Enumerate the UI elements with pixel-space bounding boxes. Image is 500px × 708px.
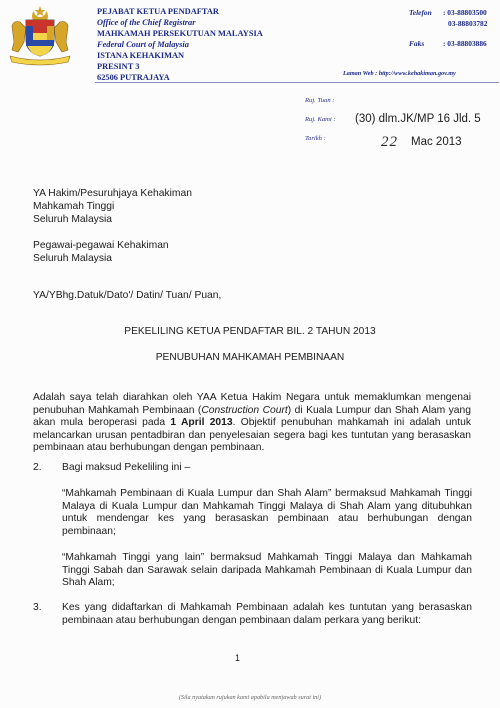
telefon-label: Telefon [409, 8, 432, 17]
paragraph-1-emphasis: Construction Court [201, 404, 288, 416]
paragraph-3-number: 3. [33, 602, 42, 613]
ruj-tuan-label: Ruj. Tuan : [305, 97, 335, 104]
recipient-line-1: YA Hakim/Pesuruhjaya Kehakiman [33, 188, 192, 199]
paragraph-1-text-b: ) di Kuala Lumpur dan Shah Alam yang akan mula beroperasi pada [33, 404, 471, 429]
address-line-1: ISTANA KEHAKIMAN [97, 51, 185, 60]
footer-note: (Sila nyatakan rujukan kami apabila menjawab surat ini) [178, 694, 322, 701]
tarikh-value: Mac 2013 [411, 136, 462, 148]
circular-title: PEKELILING KETUA PENDAFTAR BIL. 2 TAHUN 2013 [124, 326, 376, 337]
paragraph-2-number: 2. [33, 462, 42, 473]
definition-1: “Mahkamah Pembinaan di Kuala Lumpur dan Shah Alam” bermaksud Mahkamah Tinggi Malaya di Kuala Lumpur dan Mahkamah Tinggi Malaya di Shah Alam yang ditubuhkan untuk mendengar kes yang berasaskan pembinaan atau berhubungan dengan pembinaan; [62, 488, 472, 537]
recipient-line-3: Seluruh Malaysia [33, 214, 112, 225]
paragraph-1-text-c: . Objektif penubuhan mahkamah ini adalah untuk melancarkan urusan pentadbiran dan penyelesaian segera bagi kes tuntutan yang berasaskan pembinaan atau berhubungan dengan pembinaan. [33, 417, 471, 454]
definition-2: “Mahkamah Tinggi yang lain” bermaksud Mahkamah Tinggi Malaya dan Mahkamah Tinggi Sabah dan Sarawak selain daripada Mahkamah Pembinaan di Kuala Lumpur dan Shah Alam; [62, 552, 472, 589]
recipient-line-4: Pegawai-pegawai Kehakiman [33, 240, 169, 251]
court-name-english: Federal Court of Malaysia [97, 40, 189, 49]
paragraph-3-text: Kes yang didaftarkan di Mahkamah Pembinaan adalah kes tuntutan yang berasaskan pembinaan atau berhubungan dengan pembinaan dalam perkara yang berikut: [62, 602, 472, 626]
recipient-line-2: Mahkamah Tinggi [33, 201, 115, 212]
faks-number: : 03-88803886 [443, 39, 487, 48]
recipient-line-5: Seluruh Malaysia [33, 253, 112, 264]
letterhead-divider [95, 82, 499, 83]
ruj-kami-label: Ruj. Kami : [305, 116, 336, 123]
court-name: MAHKAMAH PERSEKUTUAN MALAYSIA [97, 29, 263, 38]
ruj-kami-value: (30) dlm.JK/MP 16 Jld. 5 [355, 113, 481, 125]
office-name: PEJABAT KETUA PENDAFTAR [97, 7, 219, 16]
paragraph-2-text: Bagi maksud Pekeliling ini – [62, 462, 191, 473]
salutation: YA/YBhg.Datuk/Dato'/ Datin/ Tuan/ Puan, [33, 290, 222, 301]
address-line-3: 62506 PUTRAJAYA [97, 73, 170, 82]
faks-label: Faks [409, 39, 425, 48]
telefon-number-1: : 03-88803500 [443, 8, 487, 17]
telefon-number-2: 03-88803782 [448, 19, 488, 28]
page-number: 1 [235, 653, 241, 663]
paragraph-1-date: 1 April 2013 [170, 417, 233, 429]
malaysia-coat-of-arms-icon [4, 4, 76, 66]
paragraph-1-text-a: Adalah saya telah diarahkan oleh YAA Ketua Hakim Negara untuk memaklumkan mengenai penubuhan Mahkamah Pembinaan ( [33, 392, 471, 416]
paragraph-1 [33, 392, 471, 455]
address-line-2: PRESINT 3 [97, 62, 140, 71]
circular-subtitle: PENUBUHAN MAHKAMAH PEMBINAAN [155, 352, 345, 363]
tarikh-label: Tarikh : [305, 135, 326, 142]
handwritten-date-day: 22 [381, 134, 398, 150]
website: Laman Web : http://www.kehakiman.gov.my [343, 70, 456, 77]
office-name-english: Office of the Chief Registrar [97, 18, 196, 27]
